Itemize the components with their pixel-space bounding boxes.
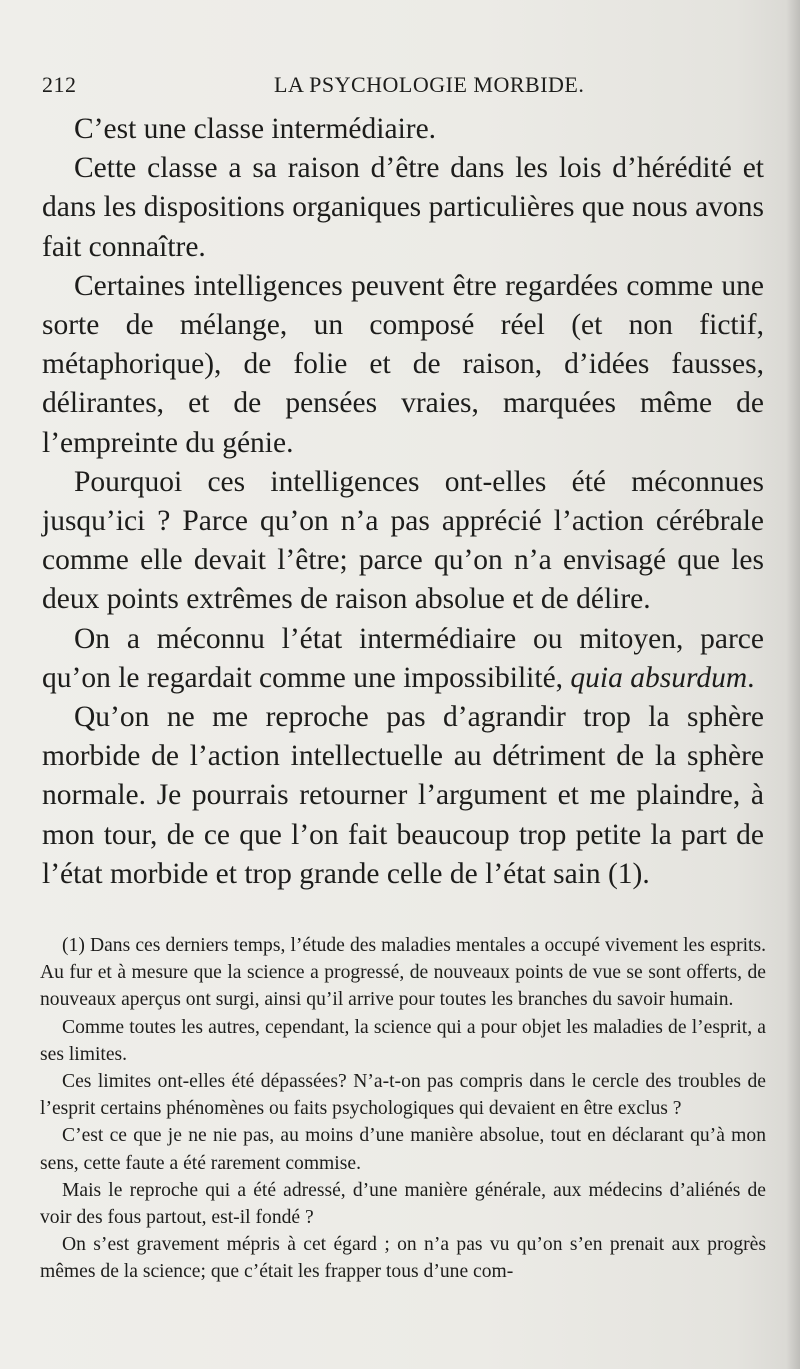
paragraph-3: Certaines intelligences peuvent être regardées comme une sorte de mélange, un composé réel (et non fictif, métaphorique), de folie et de raison, d’idées fausses, délirantes, et de pensées vraies, marquées même de l’empreinte du génie. bbox=[42, 269, 764, 459]
footnote-paragraph-4: C’est ce que je ne nie pas, au moins d’une manière absolue, tout en déclarant qu’à mon sens, cette faute a été rarement commise. bbox=[40, 1125, 766, 1174]
footnotes bbox=[40, 932, 766, 1286]
footnote-1: (1) Dans ces derniers temps, l’étude des maladies mentales a occupé vivement les esprits. Au fur et à mesure que la science a progressé, de nouveaux points de vue se sont offerts, de nouveaux aperçus ont surgi, ainsi qu’il arrive pour toutes les branches du savoir humain. bbox=[40, 935, 766, 1011]
paragraph-5-text: On a méconnu l’état intermédiaire ou mitoyen, parce qu’on le regardait comme une impossibilité, bbox=[42, 622, 764, 694]
page-edge-shadow bbox=[786, 0, 800, 1369]
page-number: 212 bbox=[42, 72, 77, 97]
footnote-paragraph-2: Comme toutes les autres, cependant, la science qui a pour objet les maladies de l’esprit, a ses limites. bbox=[40, 1016, 766, 1065]
running-header bbox=[42, 66, 762, 102]
paragraph-2: Cette classe a sa raison d’être dans les lois d’hérédité et dans les dispositions organiques particulières que nous avons fait connaître. bbox=[42, 152, 764, 263]
footnote-paragraph-6: On s’est gravement mépris à cet égard ; on n’a pas vu qu’on s’en prenait aux progrès mêmes de la science; que c’était les frapper tous d’une com- bbox=[40, 1234, 766, 1283]
footnote-paragraph-5: Mais le reproche qui a été adressé, d’une manière générale, aux médecins d’aliénés de voir des fous partout, est-il fondé ? bbox=[40, 1179, 766, 1229]
paragraph-4: Pourquoi ces intelligences ont-elles été méconnues jusqu’ici ? Parce qu’on n’a pas apprécié l’action cérébrale comme elle devait l’être; parce qu’on n’a envisagé que les deux points extrêmes de raison absolue et de délire. bbox=[42, 465, 764, 616]
paragraph-6: Qu’on ne me reproche pas d’agrandir trop la sphère morbide de l’action intellectuelle au détriment de la sphère normale. Je pourrais retourner l’argument et me plaindre, à mon tour, de ce que l’on fait beaucoup trop petite la part de l’état morbide et trop grande celle de l’état sain (1). bbox=[42, 701, 764, 890]
paragraph-5-end: . bbox=[747, 661, 755, 694]
main-text bbox=[42, 110, 764, 894]
paragraph-5 bbox=[42, 620, 764, 698]
paragraph-1: C’est une classe intermédiaire. bbox=[74, 113, 437, 145]
footnote-paragraph-3: Ces limites ont-elles été dépassées? N’a-t-on pas compris dans le cercle des troubles de l’esprit certains phénomènes ou faits psychologiques qui devaient en être exclus ? bbox=[40, 1071, 766, 1120]
latin-phrase: quia absurdum bbox=[570, 661, 748, 694]
running-title: LA PSYCHOLOGIE MORBIDE. bbox=[274, 72, 585, 97]
